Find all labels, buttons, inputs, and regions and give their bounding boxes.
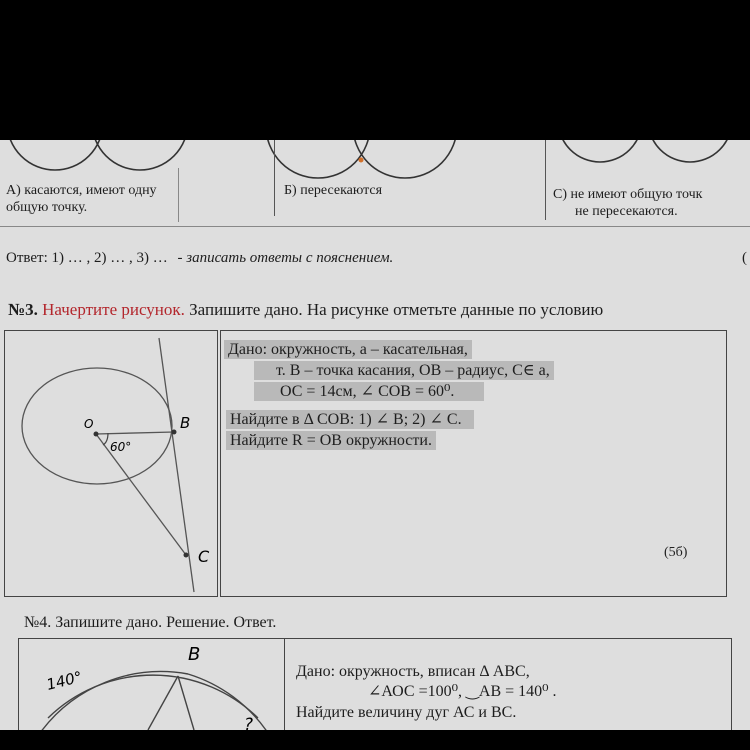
circle-b-left [266,140,370,178]
option-a-line1: А) касаются, имеют одну [6,183,157,198]
task3-given-line1: Дано: окружность, a – касательная, [224,340,472,359]
option-b-label: Б) пересекаются [284,183,383,198]
tangent-line [159,338,194,592]
task3-circle [22,368,172,484]
task4-title: №4. Запишите дано. Решение. Ответ. [24,614,277,631]
circle-c-right [648,140,732,162]
option-c-line1: С) не имеют общую точк [553,187,703,202]
task3-given-line2: т. В – точка касания, ОВ – радиус, С∈ a, [254,361,554,380]
label-b: B [180,414,191,432]
chord-b-right [178,676,194,730]
task4-divider [284,638,285,730]
task4-given-line2: ∠АОС =100⁰, ‿АВ = 140⁰ . [368,683,557,700]
answer-line [6,250,393,267]
label-question: ? [244,715,254,730]
option-divider [0,226,750,227]
option-a [6,182,157,216]
task3-given-line5: Найдите R = ОВ окружности. [226,431,436,450]
task4-given-line1: Дано: окружность, вписан Δ АВС, [296,663,530,680]
option-c-line2: не пересекаются. [575,204,678,219]
task3-title [8,300,603,320]
cell-border-1 [274,140,275,216]
task3-red-text: Начертите рисунок. [42,300,185,319]
task3-given-line4: Найдите в Δ СОВ: 1) ∠ В; 2) ∠ С. [226,410,474,429]
cell-border-2 [545,140,546,220]
task3-number: №3. [8,300,38,319]
answer-instruction: - записать ответы с пояснением. [177,250,394,266]
point-c [184,553,189,558]
option-a-line2: общую точку. [6,200,88,215]
circle-c-left [558,140,642,162]
angle-arc [103,433,108,445]
task3-figure [4,330,216,595]
label-o: O [84,417,94,431]
intersection-point [359,158,364,163]
label-140: 140° [44,667,85,694]
task3-points: (5б) [664,545,688,560]
task4-given-line3: Найдите величину дуг АС и ВС. [296,704,517,721]
answer-right-mark: ( [742,250,747,266]
point-o [94,432,99,437]
worksheet-page [0,140,750,730]
answer-prefix: Ответ: 1) … , 2) … , 3) … [6,250,168,266]
label-b4: B [188,644,201,665]
task3-rest-text: Запишите дано. На рисунке отметьте данные по условию [189,300,604,319]
option-c [553,186,750,220]
circle-a-right [92,140,188,170]
circle-a-left [7,140,103,170]
label-c: C [198,547,210,566]
task4-figure [18,638,284,730]
option-b [284,182,382,199]
task3-given-line3: ОС = 14см, ∠ СОВ = 60⁰. [254,382,484,401]
point-b [172,430,177,435]
cell-inner-border [178,168,179,222]
circle-b-right [353,140,457,178]
chord-b-down [148,676,178,730]
label-angle: 60° [110,440,132,454]
